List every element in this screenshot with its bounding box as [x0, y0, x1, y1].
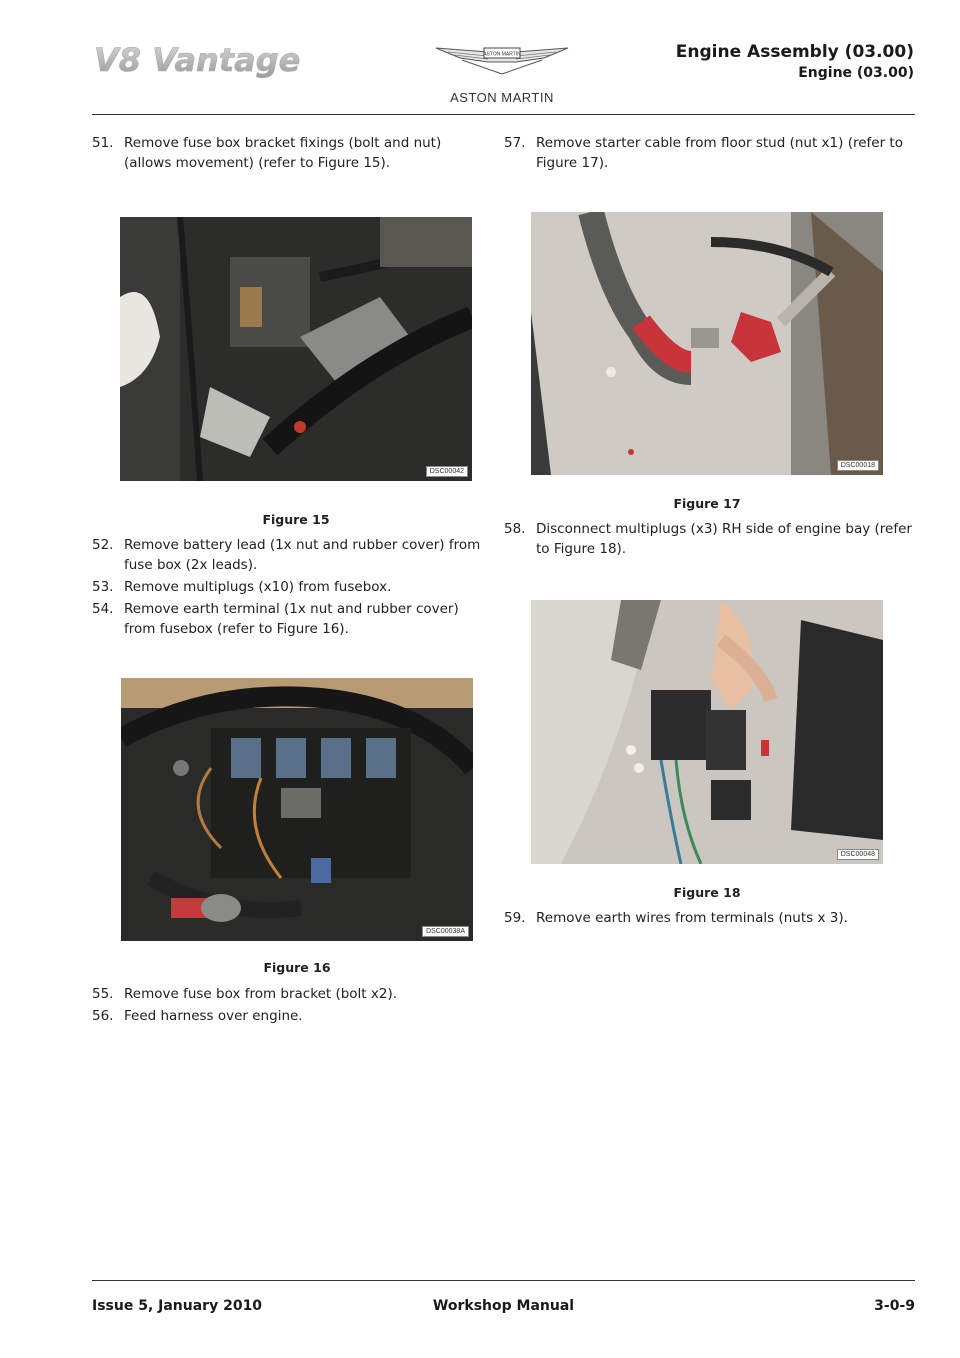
figure-17-photo	[531, 212, 883, 475]
section-subtitle: Engine (03.00)	[798, 65, 914, 81]
figure-18-caption: Figure 18	[673, 885, 741, 900]
starter-cable-floor-stud-image	[531, 212, 883, 475]
figure-15-photo	[120, 217, 472, 481]
svg-text:ASTON MARTIN: ASTON MARTIN	[483, 51, 521, 58]
figure-18-tag: DSC00048	[837, 849, 879, 860]
step-number: 57.	[504, 135, 526, 151]
step-text: Remove starter cable from floor stud (nut x1) (refer to Figure 17).	[536, 135, 903, 171]
figure-17-caption: Figure 17	[673, 496, 741, 511]
marque-name: ASTON MARTIN	[450, 90, 554, 105]
step-number: 54.	[92, 601, 114, 617]
figure-16-caption: Figure 16	[263, 960, 331, 975]
figure-17-tag: DSC00018	[837, 460, 879, 471]
section-title: Engine Assembly (03.00)	[675, 42, 914, 62]
footer-rule	[92, 1280, 915, 1281]
step-55	[92, 984, 492, 1004]
step-text: Disconnect multiplugs (x3) RH side of engine bay (refer to Figure 18).	[536, 521, 912, 557]
step-56	[92, 1006, 492, 1026]
figure-16-photo	[121, 678, 473, 941]
step-text: Feed harness over engine.	[124, 1008, 303, 1024]
engine-bay-fusebox-bracket-image	[120, 217, 472, 481]
figure-18-photo	[531, 600, 883, 864]
step-54	[92, 599, 492, 639]
section-title-block	[676, 42, 914, 83]
step-text: Remove fuse box bracket fixings (bolt and nut) (allows movement) (refer to Figure 15).	[124, 135, 442, 171]
step-number: 59.	[504, 910, 526, 926]
manual-name: Workshop Manual	[432, 1298, 575, 1314]
aston-martin-wings-icon	[432, 40, 572, 80]
figure-15-tag: DSC00042	[426, 466, 468, 477]
step-number: 55.	[92, 986, 114, 1002]
rh-engine-bay-multiplugs-image	[531, 600, 883, 864]
page-header	[0, 0, 960, 118]
step-text: Remove battery lead (1x nut and rubber cover) from fuse box (2x leads).	[124, 537, 481, 573]
step-57	[504, 133, 915, 173]
step-number: 58.	[504, 521, 526, 537]
step-53	[92, 577, 492, 597]
page-footer	[92, 1298, 915, 1320]
step-number: 51.	[92, 135, 114, 151]
step-number: 56.	[92, 1008, 114, 1024]
step-text: Remove multiplugs (x10) from fusebox.	[124, 579, 392, 595]
v8-vantage-logo	[92, 40, 312, 80]
step-59	[504, 908, 915, 928]
step-52	[92, 535, 492, 575]
fusebox-wiring-image	[121, 678, 473, 941]
page-number: 3-0-9	[874, 1298, 915, 1314]
issue-date: Issue 5, January 2010	[92, 1298, 263, 1314]
step-number: 52.	[92, 537, 114, 553]
aston-martin-logo	[432, 40, 572, 110]
figure-15-caption: Figure 15	[262, 512, 330, 527]
step-number: 53.	[92, 579, 114, 595]
step-text: Remove fuse box from bracket (bolt x2).	[124, 986, 398, 1002]
step-58	[504, 519, 915, 559]
step-text: Remove earth terminal (1x nut and rubber cover) from fusebox (refer to Figure 16).	[124, 601, 459, 637]
figure-16-tag: DSC00038A	[422, 926, 469, 937]
svg-text:V8 Vantage: V8 Vantage	[94, 41, 301, 79]
v8-vantage-wordmark	[92, 40, 312, 80]
step-text: Remove earth wires from terminals (nuts x 3).	[536, 910, 848, 926]
step-51	[92, 133, 492, 173]
header-rule	[92, 114, 915, 115]
